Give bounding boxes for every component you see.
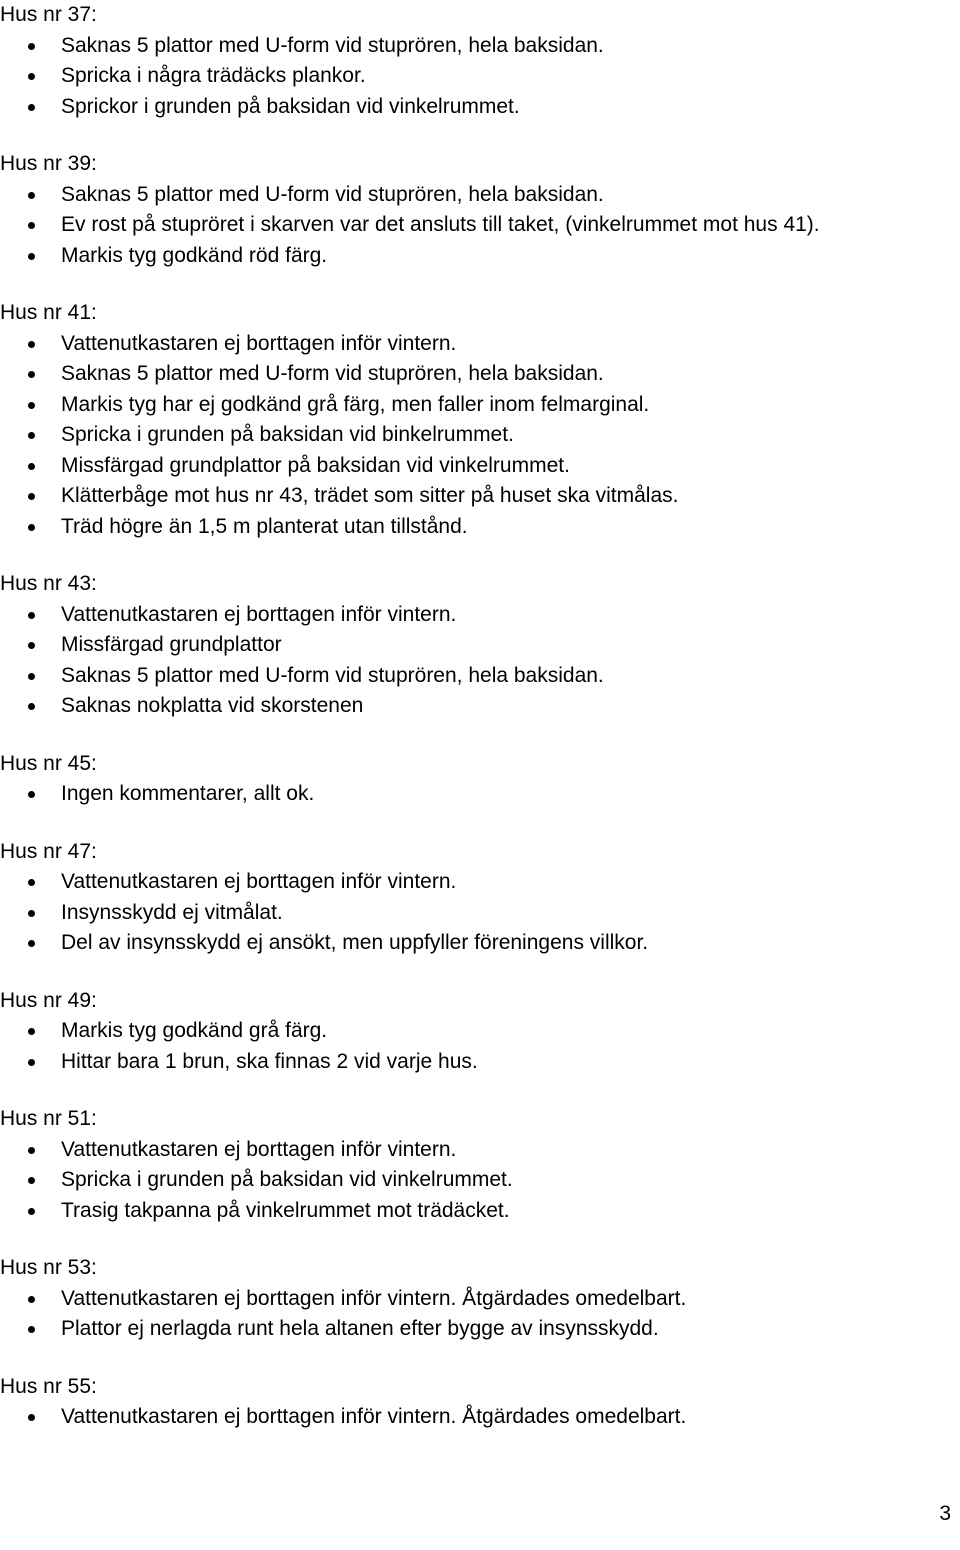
remark-text: Markis tyg godkänd grå färg. xyxy=(61,1019,328,1042)
bullet-icon xyxy=(28,673,35,680)
house-heading: Hus nr 39: xyxy=(0,152,97,175)
page-number: 3 xyxy=(939,1502,951,1525)
remark-text: Hittar bara 1 brun, ska finnas 2 vid varje hus. xyxy=(61,1049,478,1073)
house-heading: Hus nr 43: xyxy=(0,572,97,595)
bullet-icon xyxy=(28,879,35,886)
bullet-icon xyxy=(28,910,35,917)
remark-item xyxy=(0,481,960,512)
remark-list xyxy=(0,1284,960,1345)
remark-text: Plattor ej nerlagda runt hela altanen efter bygge av insynsskydd. xyxy=(61,1317,659,1340)
remark-item xyxy=(0,1165,960,1196)
remark-list xyxy=(0,867,960,959)
remark-text: Klätterbåge mot hus nr 43, trädet som sitter på huset ska vitmålas. xyxy=(61,484,679,507)
remark-item xyxy=(0,390,960,421)
bullet-icon xyxy=(28,371,35,378)
bullet-icon xyxy=(28,43,35,50)
house-heading: Hus nr 55: xyxy=(0,1374,97,1398)
remark-text: Saknas 5 plattor med U-form vid stuprören, hela baksidan. xyxy=(61,663,604,687)
remark-item xyxy=(0,600,960,631)
remark-text: Markis tyg har ej godkänd grå färg, men faller inom felmarginal. xyxy=(61,392,650,416)
bullet-icon xyxy=(28,524,35,531)
remark-text: Missfärgad grundplattor xyxy=(61,633,282,656)
remark-text: Trasig takpanna på vinkelrummet mot trädäcket. xyxy=(61,1198,510,1222)
house-section xyxy=(0,1253,960,1345)
remark-text: Spricka i grunden på baksidan vid vinkelrummet. xyxy=(61,1168,513,1191)
remark-text: Saknas nokplatta vid skorstenen xyxy=(61,694,364,717)
remark-list xyxy=(0,180,960,272)
house-heading: Hus nr 41: xyxy=(0,301,97,324)
bullet-icon xyxy=(28,940,35,947)
bullet-icon xyxy=(28,73,35,80)
remark-text: Vattenutkastaren ej borttagen inför vintern. Åtgärdades omedelbart. xyxy=(61,1405,687,1428)
bullet-icon xyxy=(28,1177,35,1184)
bullet-icon xyxy=(28,1326,35,1333)
remark-item xyxy=(0,451,960,482)
remark-text: Träd högre än 1,5 m planterat utan tillstånd. xyxy=(61,514,468,538)
remark-text: Vattenutkastaren ej borttagen inför vintern. xyxy=(61,870,457,893)
remark-item xyxy=(0,1016,960,1047)
remark-item xyxy=(0,92,960,123)
remark-item xyxy=(0,359,960,390)
bullet-icon xyxy=(28,1414,35,1421)
house-heading: Hus nr 53: xyxy=(0,1256,97,1279)
bullet-icon xyxy=(28,791,35,798)
remark-item xyxy=(0,867,960,898)
house-section xyxy=(0,1372,960,1433)
remark-item xyxy=(0,1047,960,1078)
remark-list xyxy=(0,600,960,722)
bullet-icon xyxy=(28,402,35,409)
remark-item xyxy=(0,180,960,211)
bullet-icon xyxy=(28,642,35,649)
remark-list xyxy=(0,329,960,543)
remark-item xyxy=(0,31,960,62)
bullet-icon xyxy=(28,222,35,229)
bullet-icon xyxy=(28,1296,35,1303)
remark-item xyxy=(0,1135,960,1166)
remark-item xyxy=(0,1196,960,1227)
remark-text: Missfärgad grundplattor på baksidan vid vinkelrummet. xyxy=(61,453,570,477)
remark-item xyxy=(0,779,960,810)
bullet-icon xyxy=(28,253,35,260)
house-section xyxy=(0,298,960,542)
house-heading: Hus nr 47: xyxy=(0,839,97,863)
remark-item xyxy=(0,691,960,722)
remark-text: Vattenutkastaren ej borttagen inför vintern. Åtgärdades omedelbart. xyxy=(61,1286,687,1310)
house-section xyxy=(0,0,960,122)
bullet-icon xyxy=(28,341,35,348)
house-heading: Hus nr 51: xyxy=(0,1107,97,1130)
remark-list xyxy=(0,779,960,810)
remark-text: Sprickor i grunden på baksidan vid vinkelrummet. xyxy=(61,94,520,118)
remark-item xyxy=(0,898,960,929)
remark-text: Spricka i grunden på baksidan vid binkelrummet. xyxy=(61,423,514,446)
house-section xyxy=(0,1104,960,1226)
bullet-icon xyxy=(28,612,35,619)
bullet-icon xyxy=(28,703,35,710)
bullet-icon xyxy=(28,104,35,111)
remark-list xyxy=(0,1135,960,1227)
house-heading: Hus nr 49: xyxy=(0,988,97,1012)
house-section xyxy=(0,986,960,1078)
bullet-icon xyxy=(28,493,35,500)
remark-text: Vattenutkastaren ej borttagen inför vintern. xyxy=(61,1137,457,1161)
bullet-icon xyxy=(28,1147,35,1154)
remark-text: Del av insynsskydd ej ansökt, men uppfyller föreningens villkor. xyxy=(61,931,649,954)
remark-list xyxy=(0,31,960,123)
remark-item xyxy=(0,1402,960,1433)
remark-item xyxy=(0,1284,960,1315)
remark-item xyxy=(0,210,960,241)
bullet-icon xyxy=(28,432,35,439)
remark-text: Saknas 5 plattor med U-form vid stuprören, hela baksidan. xyxy=(61,362,604,385)
remark-item xyxy=(0,630,960,661)
house-section xyxy=(0,837,960,959)
remark-list xyxy=(0,1016,960,1077)
remark-text: Saknas 5 plattor med U-form vid stuprören, hela baksidan. xyxy=(61,182,604,206)
remark-item xyxy=(0,241,960,272)
remark-item xyxy=(0,61,960,92)
bullet-icon xyxy=(28,192,35,199)
bullet-icon xyxy=(28,1028,35,1035)
house-heading: Hus nr 45: xyxy=(0,751,97,775)
house-heading: Hus nr 37: xyxy=(0,3,97,26)
remark-text: Ev rost på stupröret i skarven var det ansluts till taket, (vinkelrummet mot hus 41). xyxy=(61,213,820,236)
house-section xyxy=(0,749,960,810)
remark-text: Spricka i några trädäcks plankor. xyxy=(61,64,366,87)
house-section xyxy=(0,569,960,722)
remark-text: Insynsskydd ej vitmålat. xyxy=(61,900,283,924)
bullet-icon xyxy=(28,1208,35,1215)
remark-item xyxy=(0,928,960,959)
remark-text: Ingen kommentarer, allt ok. xyxy=(61,782,315,805)
remark-item xyxy=(0,329,960,360)
remark-item xyxy=(0,661,960,692)
bullet-icon xyxy=(28,463,35,470)
remark-item xyxy=(0,420,960,451)
remark-text: Markis tyg godkänd röd färg. xyxy=(61,243,328,267)
bullet-icon xyxy=(28,1059,35,1066)
remark-text: Vattenutkastaren ej borttagen inför vintern. xyxy=(61,602,457,626)
house-section xyxy=(0,149,960,271)
remark-item xyxy=(0,512,960,543)
remark-list xyxy=(0,1402,960,1433)
remark-text: Vattenutkastaren ej borttagen inför vintern. xyxy=(61,331,457,355)
remark-text: Saknas 5 plattor med U-form vid stuprören, hela baksidan. xyxy=(61,33,604,57)
remark-item xyxy=(0,1314,960,1345)
